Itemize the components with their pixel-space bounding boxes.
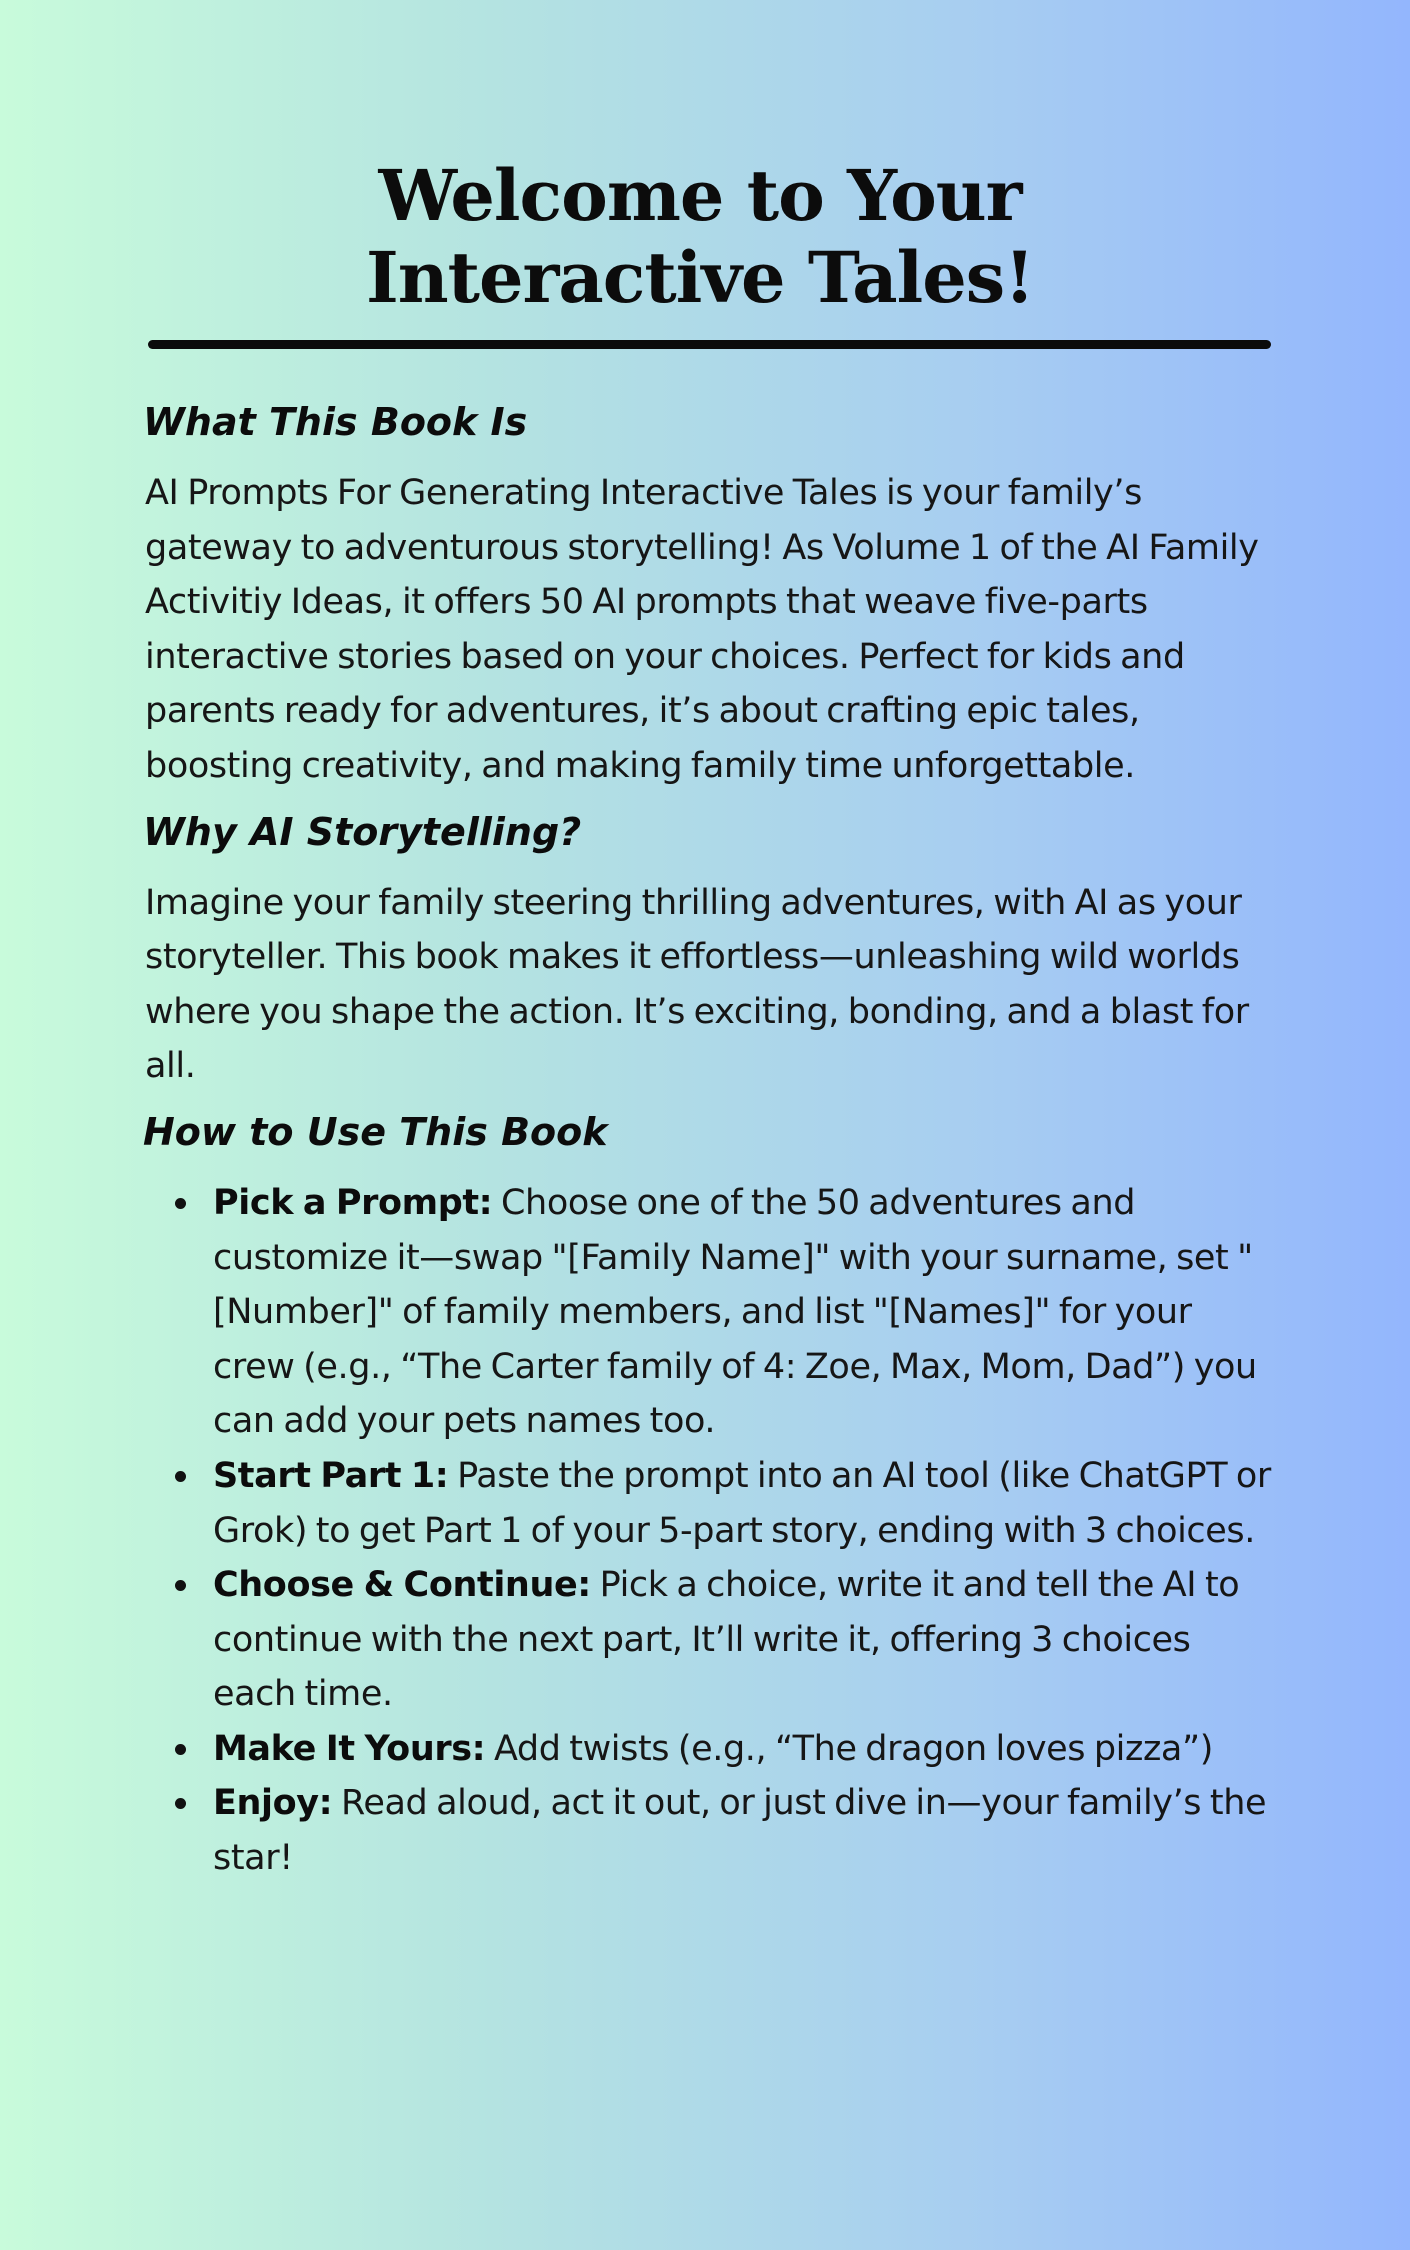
bullet-icon xyxy=(175,1744,186,1755)
steps-list xyxy=(143,1176,1273,1886)
section-how-to-use xyxy=(143,1102,1273,1886)
step-text: Pick a choice, write it and tell the AI to continue with the next part, It’ll write it, offering 3 choices each time. xyxy=(213,1565,1240,1715)
list-item xyxy=(213,1176,1273,1449)
page-title xyxy=(0,155,1400,319)
bullet-icon xyxy=(175,1198,186,1209)
section-what-this-book-is xyxy=(143,392,1273,794)
step-text: Read aloud, act it out, or just dive in—your family’s the star! xyxy=(213,1783,1267,1879)
bullet-icon xyxy=(175,1580,186,1591)
title-divider xyxy=(148,340,1271,349)
step-title: Start Part 1: xyxy=(213,1455,449,1496)
section-paragraph: AI Prompts For Generating Interactive Tales is your family’s gateway to adventurous storytelling! As Volume 1 of the AI Family Activitiy Ideas, it offers 50 AI prompts that weave five-parts interactive stories based on your choices. Perfect for kids and parents ready for adventures, it’s about crafting epic tales, boosting creativity, and making family time unforgettable. xyxy=(145,473,1259,786)
list-item xyxy=(213,1449,1273,1558)
bullet-icon xyxy=(175,1798,186,1809)
section-heading: Why AI Storytelling? xyxy=(143,809,582,854)
step-title: Make It Yours: xyxy=(213,1728,486,1769)
bullet-icon xyxy=(175,1471,186,1482)
step-title: Choose & Continue: xyxy=(213,1565,591,1606)
section-heading: What This Book Is xyxy=(143,400,528,444)
main-content xyxy=(143,392,1273,1886)
step-text: Choose one of the 50 adventures and customize it—swap "[Family Name]" with your surname, set "[Number]" of family members, and list "[Names]" for your crew (e.g., “The Carter family of 4: Zoe, Max, Mom, Dad”) you can add your pets names too. xyxy=(213,1182,1257,1442)
list-item xyxy=(213,1558,1273,1722)
section-paragraph: Imagine your family steering thrilling adventures, with AI as your storyteller. This book makes it effortless—unleashing wild worlds where you shape the action. It’s exciting, bonding, and a blast for all. xyxy=(145,882,1249,1087)
section-heading: How to Use This Book xyxy=(143,1109,608,1154)
step-title: Enjoy: xyxy=(213,1783,333,1824)
section-why-ai-storytelling xyxy=(143,802,1273,1094)
step-text: Add twists (e.g., “The dragon loves pizza”) xyxy=(485,1728,1213,1769)
page-title-line-1: Welcome to Your xyxy=(378,154,1022,237)
list-item xyxy=(213,1722,1273,1777)
step-text: Paste the prompt into an AI tool (like ChatGPT or Grok) to get Part 1 of your 5-part story, ending with 3 choices. xyxy=(213,1455,1271,1551)
list-item xyxy=(213,1776,1273,1885)
step-title: Pick a Prompt: xyxy=(213,1182,493,1223)
page-title-line-2: Interactive Tales! xyxy=(366,236,1034,319)
